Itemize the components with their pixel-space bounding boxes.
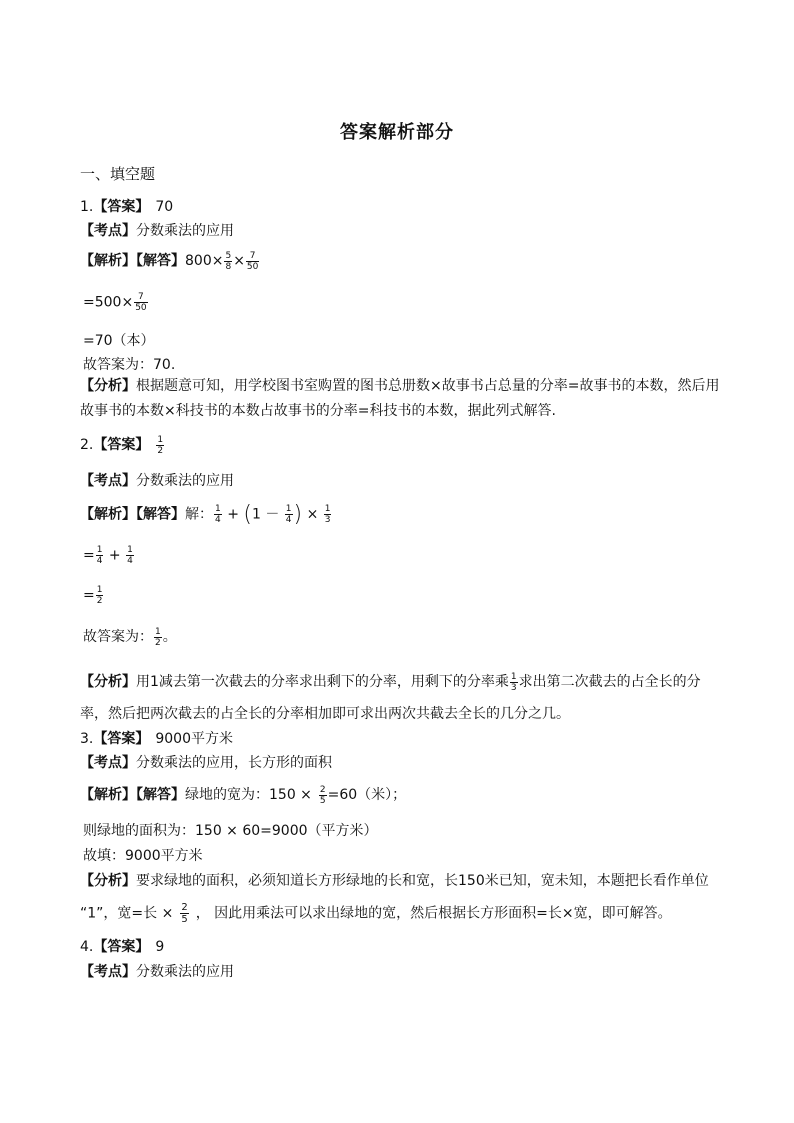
q1-fraction-5-8: $\frac{5}{8}$ [225,250,232,272]
q2-fraction-1-4: $\frac{1}{4}$ [215,504,221,525]
q1-answer: 70 [155,199,174,215]
q2-step2: = $\frac{1}{4}$ + $\frac{1}{4}$ [83,545,133,566]
q3-answer-line: 3.【答案】 9000平方米 [80,731,233,747]
q3-area: 则绿地的面积为：150 × 60=9000（平方米） [83,823,378,839]
q2-step3: = $\frac{1}{2}$ [83,585,103,606]
q1-fraction-7-50: $\frac{7}{50}$ [246,250,259,272]
q3-solution-line: 【解析】【解答】绿地的宽为：150 × $\frac{2}{5}$ =60（米）； [80,784,407,806]
q3-analysis-line1: 【分析】要求绿地的面积，必须知道长方形绿地的长和宽，长150米已知，宽未知，本题把长看作单位 [80,873,709,889]
q4-answer-line: 4.【答案】 9 [80,939,165,955]
times-sign: × [233,253,245,269]
q1-answer-line [80,196,173,216]
q2-fraction-1-3: $\frac{1}{3}$ [324,504,331,525]
q1-point: 分数乘法的应用 [136,223,234,239]
q1-point-line [80,220,234,240]
q1-step3: =70（本） [83,333,155,349]
q3-fraction-2-5-b: $\frac{2}{5}$ [181,902,188,925]
q2-solution-line: 【解析】【解答】解： $\frac{1}{4}$ + (1 － $\frac{1}{4}$ ) × $\frac{1}{3}$ [80,502,331,527]
q1-analysis: 【分析】根据题意可知，用学校图书室购置的图书总册数×故事书占总量的分率=故事书的本数，然后用故事书的本数×科技书的本数占故事书的分率=科技书的本数，据此列式解答. [80,378,720,419]
q1-solution-line [80,250,260,272]
q1-result: 故答案为：70. [83,357,176,373]
q3-result: 故填：9000平方米 [83,848,203,864]
q3-answer: 9000平方米 [155,731,233,747]
q1-fraction-7-50-b: $\frac{7}{50}$ [135,292,147,313]
solution-tag: 【解答】 [136,253,185,269]
q2-fraction-1-4-b: $\frac{1}{4}$ [285,504,292,525]
q1-number: 1. [80,199,94,215]
q1-expr: 800× [185,253,224,269]
q4-answer: 9 [155,939,165,955]
q1-step2: =500× $\frac{7}{50}$ [83,292,147,313]
q2-analysis: 【分析】用1减去第一次截去的分率求出剩下的分率，用剩下的分率乘 $\frac{1}{3}$ 求出第二次截去的占全长的分率，然后把两次截去的占全长的分率相加即可求出两次共截去全长的几分之几。 [80,671,701,722]
q3-point-line: 【考点】分数乘法的应用，长方形的面积 [80,755,332,771]
q2-answer-line: 2.【答案】 $\frac{1}{2}$ [80,434,164,456]
answer-tag: 【答案】 [93,199,150,215]
q4-point-line: 【考点】分数乘法的应用 [80,964,234,980]
q2-point-line: 【考点】分数乘法的应用 [80,473,234,489]
q3-analysis-line2: “1”，宽=长 × $\frac{2}{5}$ ， 因此用乘法可以求出绿地的宽，然后根据长方形面积=长×宽，即可解答。 [80,902,672,925]
point-tag: 【考点】 [80,223,136,239]
q3-fraction-2-5: $\frac{2}{5}$ [319,784,326,806]
section-heading: 一、填空题 [80,165,156,183]
q2-answer-fraction: $\frac{1}{2}$ [157,434,164,456]
q2-result: 故答案为： $\frac{1}{2}$ 。 [83,626,177,648]
analysis-tag: 【解析】 [80,253,136,269]
page-title: 答案解析部分 [340,122,454,143]
